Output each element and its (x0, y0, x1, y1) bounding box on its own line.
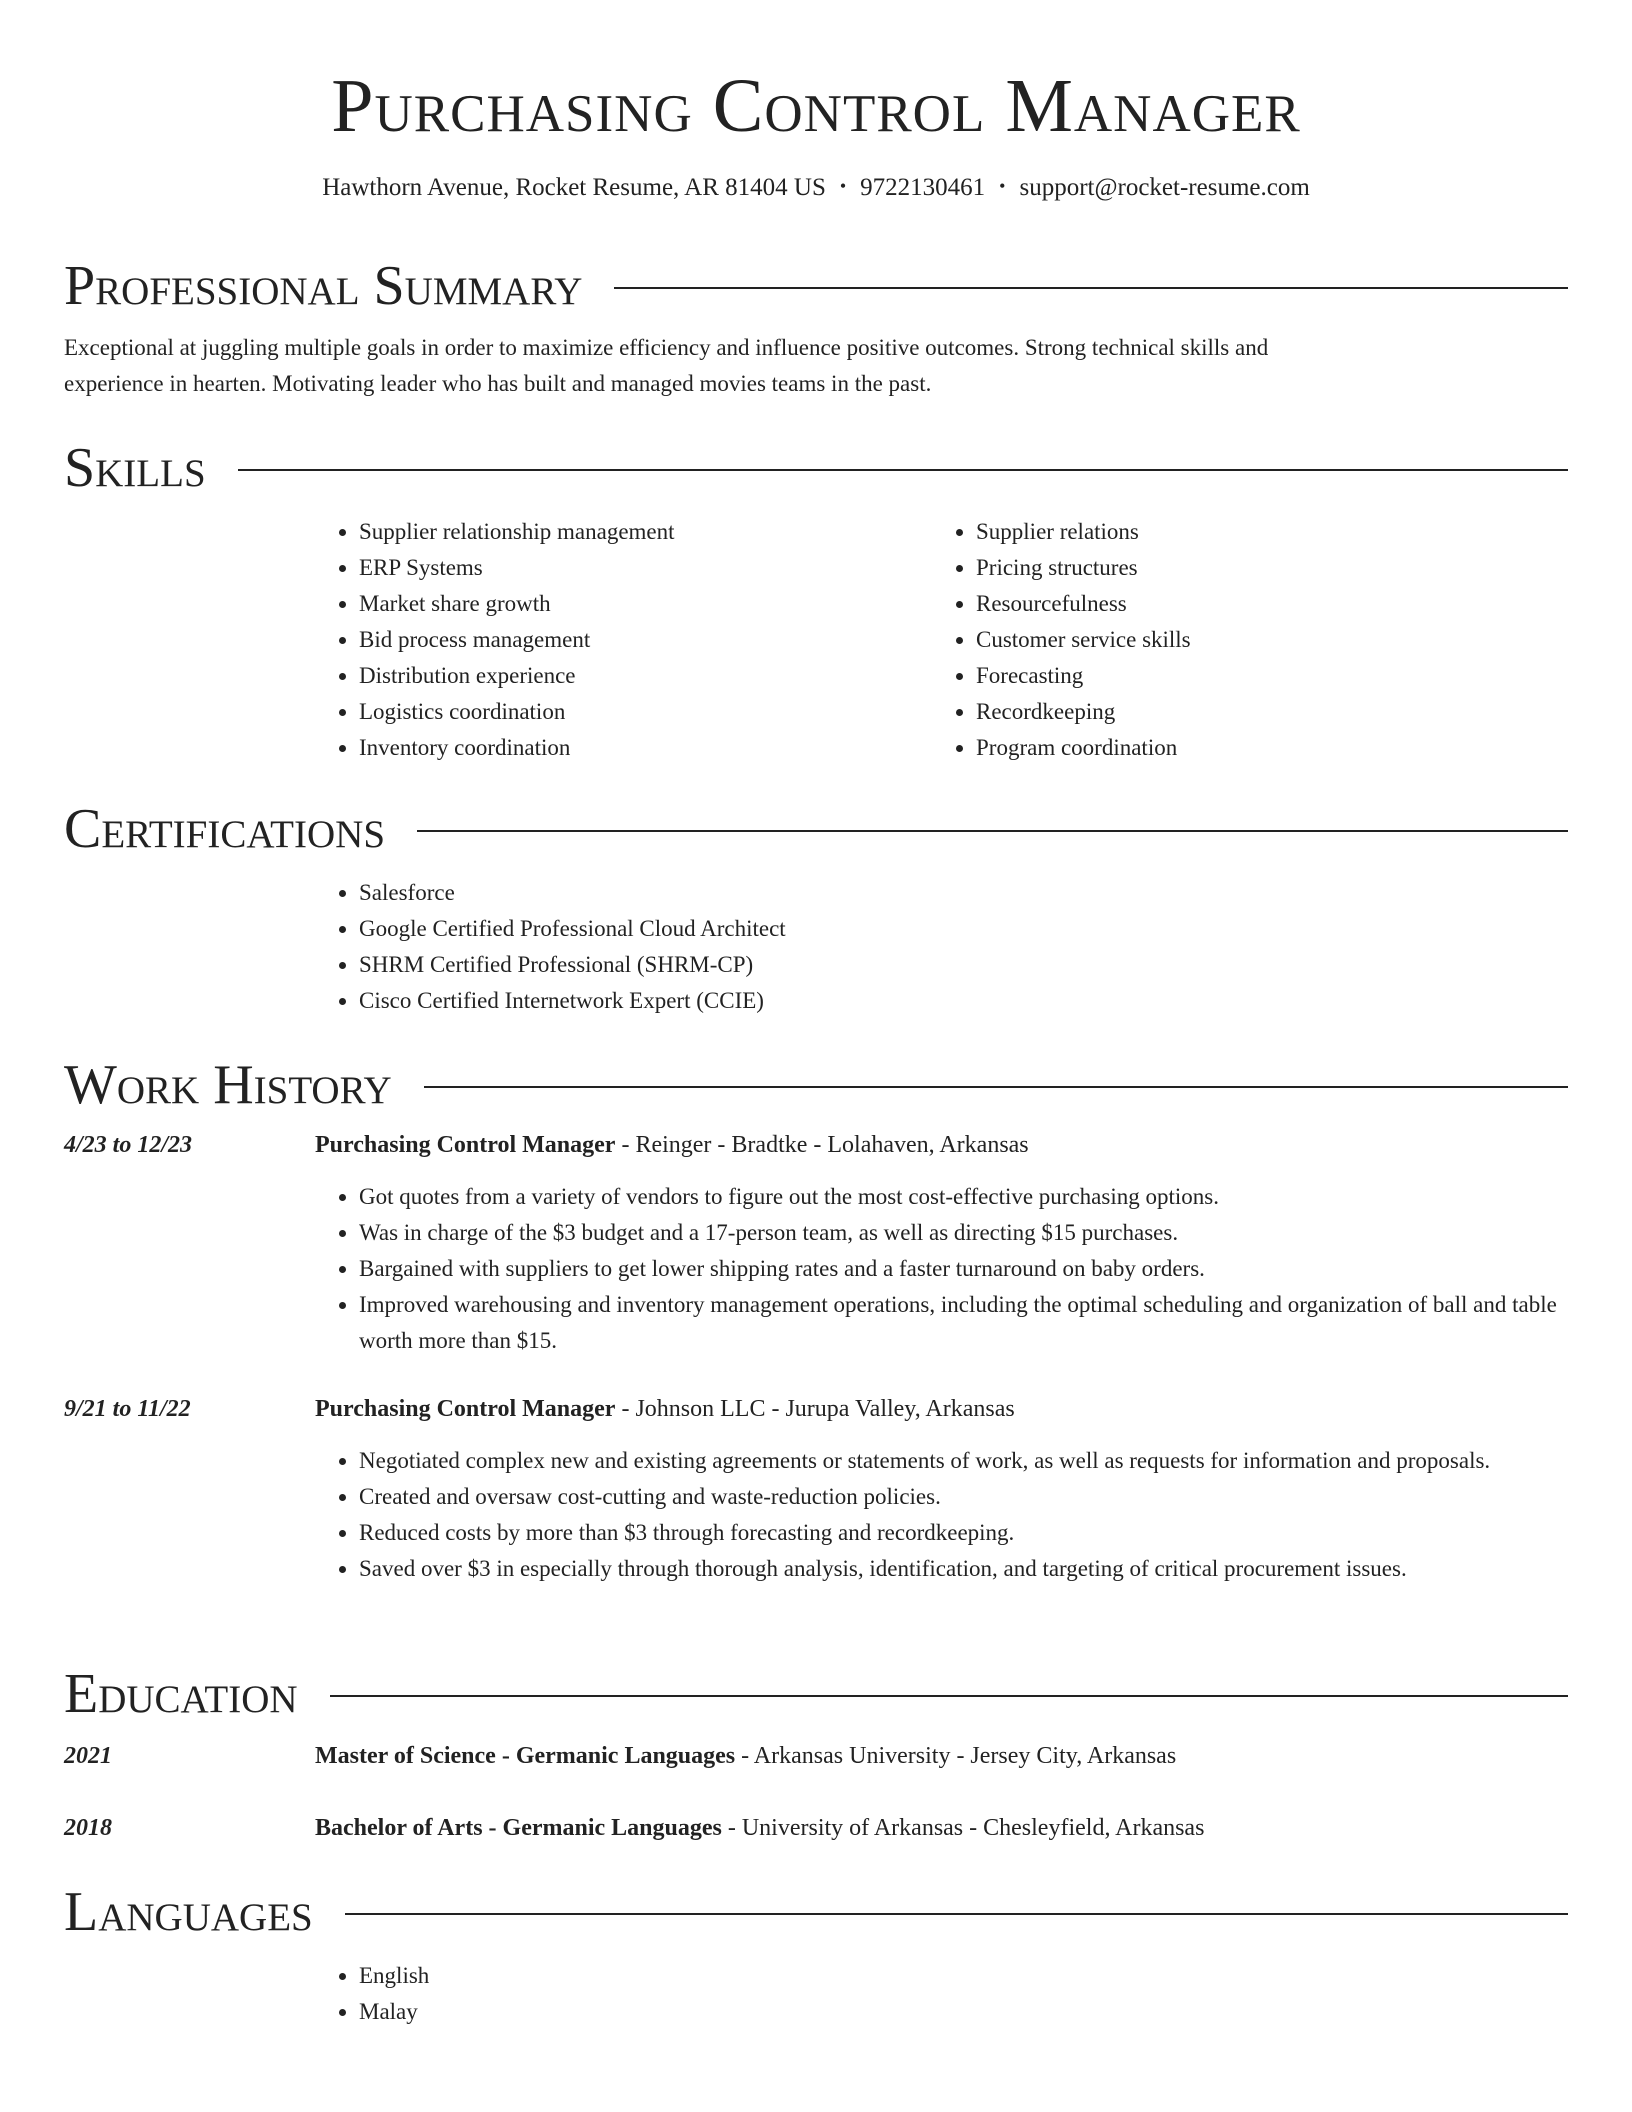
certifications-section (64, 797, 1568, 1019)
education-entry (64, 1810, 1568, 1846)
job-bullet: • Improved warehousing and inventory management operations, including the optimal scheduling and organization of ball and table worth more than $15. (359, 1287, 1568, 1359)
work-history-section (64, 1053, 1568, 1587)
resume-page (64, 0, 1568, 2024)
summary-section (64, 254, 1568, 402)
job-bullet: • Got quotes from a variety of vendors to figure out the most cost-effective purchasing options. (359, 1179, 1568, 1215)
job-entry (64, 1391, 1568, 1587)
job-heading (315, 1391, 1015, 1427)
education-heading: Education (64, 1663, 298, 1725)
skills-columns (315, 500, 1568, 766)
job-bullet: • Saved over $3 in especially through thorough analysis, identification, and targeting of critical procurement issues. (359, 1551, 1568, 1587)
skill-item: • Customer service skills (976, 622, 1549, 658)
job-details: - Reinger - Bradtke - Lolahaven, Arkansas (615, 1132, 1029, 1158)
skill-item: • Inventory coordination (359, 730, 932, 766)
job-bullet: • Created and oversaw cost-cutting and waste-reduction policies. (359, 1479, 1568, 1515)
job-bullet: • Negotiated complex new and existing agreements or statements of work, as well as requests for information and proposals. (359, 1443, 1568, 1479)
education-year: 2018 (64, 1815, 112, 1841)
section-divider (614, 287, 1568, 289)
skill-item: • Supplier relations (976, 514, 1549, 550)
skill-item: • Supplier relationship management (359, 514, 932, 550)
summary-text: Exceptional at juggling multiple goals in order to maximize efficiency and influence positive outcomes. Strong technical skills and experience in hearten. Motivating leader who has built and managed movies teams in the past. (64, 335, 1269, 396)
skill-item: • ERP Systems (359, 550, 932, 586)
skills-column-left (315, 514, 932, 766)
skill-item: • Recordkeeping (976, 694, 1549, 730)
job-heading (315, 1127, 1029, 1163)
summary-heading: Professional Summary (64, 255, 583, 317)
skill-item: • Bid process management (359, 622, 932, 658)
certification-item: • SHRM Certified Professional (SHRM-CP) (359, 947, 1568, 983)
education-section (64, 1662, 1568, 1846)
education-details: - University of Arkansas - Chesleyfield, Arkansas (721, 1815, 1205, 1841)
job-title: Purchasing Control Manager (315, 1396, 616, 1422)
education-degree: Master of Science - Germanic Languages (315, 1743, 736, 1769)
skills-heading: Skills (64, 437, 206, 499)
education-heading-line (315, 1810, 1204, 1846)
job-bullet: • Was in charge of the $3 budget and a 17-person team, as well as directing $15 purchases. (359, 1215, 1568, 1251)
job-dates: 4/23 to 12/23 (64, 1132, 193, 1158)
section-divider (345, 1913, 1568, 1915)
language-item: • English (359, 1958, 1568, 1994)
section-divider (330, 1695, 1568, 1697)
contact-address: Hawthorn Avenue, Rocket Resume, AR 81404 US (322, 174, 826, 201)
certification-item: • Cisco Certified Internetwork Expert (CCIE) (359, 983, 1568, 1019)
candidate-name: Purchasing Control Manager (331, 64, 1301, 148)
job-bullet: • Bargained with suppliers to get lower shipping rates and a faster turnaround on baby orders. (359, 1251, 1568, 1287)
languages-heading: Languages (64, 1881, 313, 1943)
section-divider (417, 830, 1568, 832)
contact-separator: • (999, 176, 1006, 196)
skill-item: • Forecasting (976, 658, 1549, 694)
contact-separator: • (839, 176, 847, 196)
skill-item: • Market share growth (359, 586, 932, 622)
job-dates: 9/21 to 11/22 (64, 1396, 191, 1422)
work-history-heading: Work History (64, 1054, 392, 1116)
contact-email: support@rocket-resume.com (1019, 174, 1310, 201)
certifications-list (315, 861, 1568, 1019)
section-divider (424, 1086, 1568, 1088)
skill-item: • Pricing structures (976, 550, 1549, 586)
job-bullet: • Reduced costs by more than $3 through forecasting and recordkeeping. (359, 1515, 1568, 1551)
education-details: - Arkansas University - Jersey City, Arkansas (735, 1743, 1177, 1769)
job-title: Purchasing Control Manager (315, 1132, 616, 1158)
skill-item: • Distribution experience (359, 658, 932, 694)
certification-item: • Salesforce (359, 875, 1568, 911)
language-item: • Malay (359, 1994, 1568, 2030)
education-year: 2021 (64, 1743, 112, 1769)
skills-column-right (932, 514, 1549, 766)
job-details: - Johnson LLC - Jurupa Valley, Arkansas (615, 1396, 1015, 1422)
certifications-heading: Certifications (64, 798, 386, 860)
education-heading-line (315, 1738, 1176, 1774)
job-entry (64, 1127, 1568, 1359)
certification-item: • Google Certified Professional Cloud Architect (359, 911, 1568, 947)
education-entry (64, 1738, 1568, 1774)
skills-section (64, 436, 1568, 766)
skill-item: • Program coordination (976, 730, 1549, 766)
languages-section (64, 1880, 1568, 2030)
skill-item: • Logistics coordination (359, 694, 932, 730)
languages-list (315, 1944, 1568, 2030)
skill-item: • Resourcefulness (976, 586, 1549, 622)
contact-line (64, 172, 1568, 205)
contact-phone: 9722130461 (860, 174, 986, 201)
education-degree: Bachelor of Arts - Germanic Languages (315, 1815, 722, 1841)
section-divider (238, 469, 1568, 471)
